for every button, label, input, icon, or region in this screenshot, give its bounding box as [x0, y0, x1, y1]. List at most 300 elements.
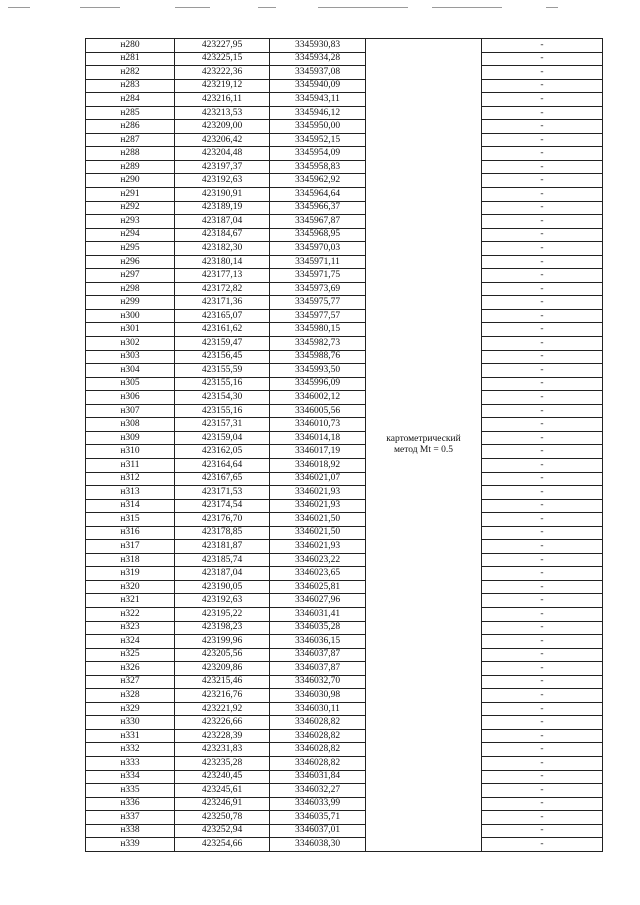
- header-mark: [432, 7, 502, 8]
- point-id-cell: н287: [86, 133, 175, 147]
- dash-placeholder: -: [540, 229, 544, 240]
- dash-placeholder: -: [540, 432, 544, 443]
- y-coordinate-cell: 3346028,82: [270, 716, 366, 730]
- accuracy-placeholder-cell: [482, 756, 603, 770]
- x-coordinate-cell: 423219,12: [175, 79, 270, 93]
- dash-placeholder: -: [540, 337, 544, 348]
- point-id-cell: н334: [86, 770, 175, 784]
- point-id-cell: н337: [86, 811, 175, 825]
- table-row: [86, 702, 603, 716]
- accuracy-placeholder-cell: [482, 242, 603, 256]
- y-coordinate-cell: 3346031,41: [270, 607, 366, 621]
- y-coordinate-cell: 3346021,93: [270, 499, 366, 513]
- accuracy-placeholder-cell: [482, 594, 603, 608]
- y-coordinate-cell: 3345970,03: [270, 242, 366, 256]
- x-coordinate-cell: 423174,54: [175, 499, 270, 513]
- dash-placeholder: -: [540, 473, 544, 484]
- dash-placeholder: -: [540, 121, 544, 132]
- y-coordinate-cell: 3345964,64: [270, 188, 366, 202]
- x-coordinate-cell: 423187,04: [175, 215, 270, 229]
- dash-placeholder: -: [540, 161, 544, 172]
- y-coordinate-cell: 3346032,27: [270, 784, 366, 798]
- x-coordinate-cell: 423195,22: [175, 607, 270, 621]
- table-row: [86, 621, 603, 635]
- dash-placeholder: -: [540, 662, 544, 673]
- accuracy-placeholder-cell: [482, 391, 603, 405]
- table-row: [86, 282, 603, 296]
- point-id-cell: н291: [86, 188, 175, 202]
- y-coordinate-cell: 3346035,28: [270, 621, 366, 635]
- accuracy-placeholder-cell: [482, 567, 603, 581]
- y-coordinate-cell: 3345988,76: [270, 350, 366, 364]
- x-coordinate-cell: 423250,78: [175, 811, 270, 825]
- table-row: [86, 486, 603, 500]
- dash-placeholder: -: [540, 784, 544, 795]
- accuracy-placeholder-cell: [482, 174, 603, 188]
- dash-placeholder: -: [540, 351, 544, 362]
- x-coordinate-cell: 423159,47: [175, 337, 270, 351]
- y-coordinate-cell: 3345980,15: [270, 323, 366, 337]
- y-coordinate-cell: 3346032,70: [270, 675, 366, 689]
- x-coordinate-cell: 423213,53: [175, 106, 270, 120]
- y-coordinate-cell: 3346033,99: [270, 797, 366, 811]
- point-id-cell: н304: [86, 364, 175, 378]
- y-coordinate-cell: 3346018,92: [270, 458, 366, 472]
- point-id-cell: н310: [86, 445, 175, 459]
- y-coordinate-cell: 3345975,77: [270, 296, 366, 310]
- point-id-cell: н328: [86, 689, 175, 703]
- accuracy-placeholder-cell: [482, 784, 603, 798]
- dash-placeholder: -: [540, 446, 544, 457]
- header-mark: [8, 7, 30, 8]
- y-coordinate-cell: 3346038,30: [270, 838, 366, 852]
- table-row: [86, 323, 603, 337]
- table-row: [86, 404, 603, 418]
- point-id-cell: н294: [86, 228, 175, 242]
- dash-placeholder: -: [540, 568, 544, 579]
- point-id-cell: н316: [86, 526, 175, 540]
- table-row: [86, 458, 603, 472]
- y-coordinate-cell: 3346023,22: [270, 553, 366, 567]
- table-row: [86, 120, 603, 134]
- table-row: [86, 689, 603, 703]
- dash-placeholder: -: [540, 419, 544, 430]
- table-row: [86, 147, 603, 161]
- accuracy-placeholder-cell: [482, 52, 603, 66]
- dash-placeholder: -: [540, 744, 544, 755]
- y-coordinate-cell: 3345996,09: [270, 377, 366, 391]
- point-id-cell: н293: [86, 215, 175, 229]
- accuracy-placeholder-cell: [482, 350, 603, 364]
- accuracy-placeholder-cell: [482, 377, 603, 391]
- point-id-cell: н308: [86, 418, 175, 432]
- dash-placeholder: -: [540, 798, 544, 809]
- accuracy-placeholder-cell: [482, 540, 603, 554]
- x-coordinate-cell: 423204,48: [175, 147, 270, 161]
- x-coordinate-cell: 423177,13: [175, 269, 270, 283]
- accuracy-placeholder-cell: [482, 296, 603, 310]
- y-coordinate-cell: 3346021,50: [270, 526, 366, 540]
- y-coordinate-cell: 3345946,12: [270, 106, 366, 120]
- dash-placeholder: -: [540, 188, 544, 199]
- dash-placeholder: -: [540, 242, 544, 253]
- dash-placeholder: -: [540, 297, 544, 308]
- y-coordinate-cell: 3345958,83: [270, 160, 366, 174]
- x-coordinate-cell: 423178,85: [175, 526, 270, 540]
- point-id-cell: н336: [86, 797, 175, 811]
- y-coordinate-cell: 3346021,07: [270, 472, 366, 486]
- y-coordinate-cell: 3345971,75: [270, 269, 366, 283]
- y-coordinate-cell: 3346005,56: [270, 404, 366, 418]
- x-coordinate-cell: 423167,65: [175, 472, 270, 486]
- accuracy-placeholder-cell: [482, 513, 603, 527]
- dash-placeholder: -: [540, 134, 544, 145]
- header-mark: [175, 7, 210, 8]
- point-id-cell: н321: [86, 594, 175, 608]
- dash-placeholder: -: [540, 270, 544, 281]
- accuracy-placeholder-cell: [482, 309, 603, 323]
- x-coordinate-cell: 423180,14: [175, 255, 270, 269]
- accuracy-placeholder-cell: [482, 93, 603, 107]
- x-coordinate-cell: 423165,07: [175, 309, 270, 323]
- x-coordinate-cell: 423198,23: [175, 621, 270, 635]
- point-id-cell: н326: [86, 662, 175, 676]
- table-row: [86, 79, 603, 93]
- point-id-cell: н339: [86, 838, 175, 852]
- table-row: [86, 824, 603, 838]
- header-mark: [80, 7, 120, 8]
- point-id-cell: н307: [86, 404, 175, 418]
- dash-placeholder: -: [540, 649, 544, 660]
- dash-placeholder: -: [540, 66, 544, 77]
- table-row: [86, 743, 603, 757]
- x-coordinate-cell: 423245,61: [175, 784, 270, 798]
- coordinates-table-body: [86, 39, 603, 852]
- point-id-cell: н323: [86, 621, 175, 635]
- x-coordinate-cell: 423190,05: [175, 580, 270, 594]
- y-coordinate-cell: 3346023,65: [270, 567, 366, 581]
- point-id-cell: н330: [86, 716, 175, 730]
- table-row: [86, 93, 603, 107]
- point-id-cell: н319: [86, 567, 175, 581]
- dash-placeholder: -: [540, 93, 544, 104]
- accuracy-placeholder-cell: [482, 215, 603, 229]
- point-id-cell: н317: [86, 540, 175, 554]
- y-coordinate-cell: 3346037,87: [270, 662, 366, 676]
- accuracy-placeholder-cell: [482, 729, 603, 743]
- coordinates-table: [85, 38, 603, 852]
- x-coordinate-cell: 423154,30: [175, 391, 270, 405]
- accuracy-placeholder-cell: [482, 66, 603, 80]
- point-id-cell: н313: [86, 486, 175, 500]
- table-row: [86, 296, 603, 310]
- x-coordinate-cell: 423216,11: [175, 93, 270, 107]
- x-coordinate-cell: 423172,82: [175, 282, 270, 296]
- dash-placeholder: -: [540, 202, 544, 213]
- y-coordinate-cell: 3345962,92: [270, 174, 366, 188]
- point-id-cell: н289: [86, 160, 175, 174]
- table-row: [86, 648, 603, 662]
- dash-placeholder: -: [540, 771, 544, 782]
- accuracy-placeholder-cell: [482, 458, 603, 472]
- accuracy-placeholder-cell: [482, 648, 603, 662]
- table-row: [86, 337, 603, 351]
- table-row: [86, 635, 603, 649]
- table-row: [86, 594, 603, 608]
- table-row: [86, 770, 603, 784]
- dash-placeholder: -: [540, 107, 544, 118]
- table-row: [86, 52, 603, 66]
- point-id-cell: н290: [86, 174, 175, 188]
- table-row: [86, 756, 603, 770]
- table-row: [86, 242, 603, 256]
- dash-placeholder: -: [540, 690, 544, 701]
- accuracy-placeholder-cell: [482, 743, 603, 757]
- y-coordinate-cell: 3345940,09: [270, 79, 366, 93]
- accuracy-placeholder-cell: [482, 39, 603, 53]
- point-id-cell: н280: [86, 39, 175, 53]
- point-id-cell: н322: [86, 607, 175, 621]
- accuracy-placeholder-cell: [482, 120, 603, 134]
- dash-placeholder: -: [540, 310, 544, 321]
- dash-placeholder: -: [540, 53, 544, 64]
- point-id-cell: н295: [86, 242, 175, 256]
- x-coordinate-cell: 423240,45: [175, 770, 270, 784]
- dash-placeholder: -: [540, 39, 544, 50]
- point-id-cell: н325: [86, 648, 175, 662]
- x-coordinate-cell: 423192,63: [175, 174, 270, 188]
- x-coordinate-cell: 423205,56: [175, 648, 270, 662]
- table-row: [86, 309, 603, 323]
- point-id-cell: н301: [86, 323, 175, 337]
- table-row: [86, 811, 603, 825]
- point-id-cell: н285: [86, 106, 175, 120]
- accuracy-placeholder-cell: [482, 445, 603, 459]
- dash-placeholder: -: [540, 486, 544, 497]
- dash-placeholder: -: [540, 364, 544, 375]
- dash-placeholder: -: [540, 391, 544, 402]
- point-id-cell: н312: [86, 472, 175, 486]
- accuracy-placeholder-cell: [482, 553, 603, 567]
- accuracy-placeholder-cell: [482, 635, 603, 649]
- table-row: [86, 269, 603, 283]
- y-coordinate-cell: 3345966,37: [270, 201, 366, 215]
- y-coordinate-cell: 3345968,95: [270, 228, 366, 242]
- x-coordinate-cell: 423162,05: [175, 445, 270, 459]
- y-coordinate-cell: 3346021,93: [270, 486, 366, 500]
- accuracy-placeholder-cell: [482, 838, 603, 852]
- dash-placeholder: -: [540, 148, 544, 159]
- dash-placeholder: -: [540, 554, 544, 565]
- table-row: [86, 39, 603, 53]
- point-id-cell: н327: [86, 675, 175, 689]
- y-coordinate-cell: 3346037,01: [270, 824, 366, 838]
- point-id-cell: н306: [86, 391, 175, 405]
- x-coordinate-cell: 423171,53: [175, 486, 270, 500]
- accuracy-placeholder-cell: [482, 675, 603, 689]
- dash-placeholder: -: [540, 811, 544, 822]
- x-coordinate-cell: 423155,59: [175, 364, 270, 378]
- y-coordinate-cell: 3346025,81: [270, 580, 366, 594]
- table-row: [86, 364, 603, 378]
- accuracy-placeholder-cell: [482, 702, 603, 716]
- table-row: [86, 66, 603, 80]
- point-id-cell: н305: [86, 377, 175, 391]
- point-id-cell: н320: [86, 580, 175, 594]
- accuracy-placeholder-cell: [482, 133, 603, 147]
- point-id-cell: н303: [86, 350, 175, 364]
- x-coordinate-cell: 423209,00: [175, 120, 270, 134]
- y-coordinate-cell: 3345993,50: [270, 364, 366, 378]
- accuracy-placeholder-cell: [482, 79, 603, 93]
- y-coordinate-cell: 3345967,87: [270, 215, 366, 229]
- dash-placeholder: -: [540, 825, 544, 836]
- x-coordinate-cell: 423226,66: [175, 716, 270, 730]
- dash-placeholder: -: [540, 500, 544, 511]
- accuracy-placeholder-cell: [482, 472, 603, 486]
- point-id-cell: н283: [86, 79, 175, 93]
- table-row: [86, 567, 603, 581]
- point-id-cell: н299: [86, 296, 175, 310]
- x-coordinate-cell: 423216,76: [175, 689, 270, 703]
- x-coordinate-cell: 423252,94: [175, 824, 270, 838]
- y-coordinate-cell: 3345937,08: [270, 66, 366, 80]
- point-id-cell: н296: [86, 255, 175, 269]
- dash-placeholder: -: [540, 595, 544, 606]
- accuracy-placeholder-cell: [482, 269, 603, 283]
- accuracy-placeholder-cell: [482, 282, 603, 296]
- point-id-cell: н324: [86, 635, 175, 649]
- dash-placeholder: -: [540, 608, 544, 619]
- x-coordinate-cell: 423156,45: [175, 350, 270, 364]
- dash-placeholder: -: [540, 635, 544, 646]
- x-coordinate-cell: 423182,30: [175, 242, 270, 256]
- accuracy-placeholder-cell: [482, 621, 603, 635]
- accuracy-placeholder-cell: [482, 607, 603, 621]
- x-coordinate-cell: 423164,64: [175, 458, 270, 472]
- y-coordinate-cell: 3345977,57: [270, 309, 366, 323]
- accuracy-placeholder-cell: [482, 228, 603, 242]
- dash-placeholder: -: [540, 703, 544, 714]
- table-row: [86, 215, 603, 229]
- method-note-cell: [366, 39, 482, 852]
- header-mark: [318, 7, 408, 8]
- table-row: [86, 431, 603, 445]
- table-row: [86, 160, 603, 174]
- dash-placeholder: -: [540, 215, 544, 226]
- point-id-cell: н332: [86, 743, 175, 757]
- x-coordinate-cell: 423192,63: [175, 594, 270, 608]
- x-coordinate-cell: 423184,67: [175, 228, 270, 242]
- dash-placeholder: -: [540, 676, 544, 687]
- point-id-cell: н281: [86, 52, 175, 66]
- x-coordinate-cell: 423227,95: [175, 39, 270, 53]
- table-row: [86, 445, 603, 459]
- accuracy-placeholder-cell: [482, 770, 603, 784]
- y-coordinate-cell: 3346036,15: [270, 635, 366, 649]
- y-coordinate-cell: 3346027,96: [270, 594, 366, 608]
- y-coordinate-cell: 3345982,73: [270, 337, 366, 351]
- dash-placeholder: -: [540, 405, 544, 416]
- y-coordinate-cell: 3346028,82: [270, 729, 366, 743]
- point-id-cell: н329: [86, 702, 175, 716]
- y-coordinate-cell: 3345952,15: [270, 133, 366, 147]
- x-coordinate-cell: 423187,04: [175, 567, 270, 581]
- accuracy-placeholder-cell: [482, 662, 603, 676]
- dash-placeholder: -: [540, 581, 544, 592]
- point-id-cell: н331: [86, 729, 175, 743]
- point-id-cell: н335: [86, 784, 175, 798]
- dash-placeholder: -: [540, 378, 544, 389]
- accuracy-placeholder-cell: [482, 580, 603, 594]
- y-coordinate-cell: 3345934,28: [270, 52, 366, 66]
- dash-placeholder: -: [540, 757, 544, 768]
- x-coordinate-cell: 423209,86: [175, 662, 270, 676]
- dash-placeholder: -: [540, 283, 544, 294]
- table-row: [86, 133, 603, 147]
- x-coordinate-cell: 423171,36: [175, 296, 270, 310]
- x-coordinate-cell: 423190,91: [175, 188, 270, 202]
- point-id-cell: н298: [86, 282, 175, 296]
- table-row: [86, 716, 603, 730]
- table-row: [86, 729, 603, 743]
- y-coordinate-cell: 3346031,84: [270, 770, 366, 784]
- y-coordinate-cell: 3345954,09: [270, 147, 366, 161]
- dash-placeholder: -: [540, 513, 544, 524]
- y-coordinate-cell: 3346030,11: [270, 702, 366, 716]
- accuracy-placeholder-cell: [482, 201, 603, 215]
- table-row: [86, 391, 603, 405]
- x-coordinate-cell: 423181,87: [175, 540, 270, 554]
- x-coordinate-cell: 423157,31: [175, 418, 270, 432]
- x-coordinate-cell: 423155,16: [175, 404, 270, 418]
- x-coordinate-cell: 423231,83: [175, 743, 270, 757]
- accuracy-placeholder-cell: [482, 486, 603, 500]
- accuracy-placeholder-cell: [482, 364, 603, 378]
- x-coordinate-cell: 423235,28: [175, 756, 270, 770]
- accuracy-placeholder-cell: [482, 824, 603, 838]
- table-row: [86, 255, 603, 269]
- x-coordinate-cell: 423155,16: [175, 377, 270, 391]
- x-coordinate-cell: 423185,74: [175, 553, 270, 567]
- accuracy-placeholder-cell: [482, 147, 603, 161]
- table-row: [86, 418, 603, 432]
- accuracy-placeholder-cell: [482, 526, 603, 540]
- x-coordinate-cell: 423176,70: [175, 513, 270, 527]
- accuracy-placeholder-cell: [482, 323, 603, 337]
- accuracy-placeholder-cell: [482, 716, 603, 730]
- y-coordinate-cell: 3345973,69: [270, 282, 366, 296]
- dash-placeholder: -: [540, 730, 544, 741]
- dash-placeholder: -: [540, 527, 544, 538]
- table-row: [86, 228, 603, 242]
- point-id-cell: н311: [86, 458, 175, 472]
- table-row: [86, 838, 603, 852]
- accuracy-placeholder-cell: [482, 160, 603, 174]
- table-row: [86, 201, 603, 215]
- accuracy-placeholder-cell: [482, 431, 603, 445]
- point-id-cell: н286: [86, 120, 175, 134]
- accuracy-placeholder-cell: [482, 337, 603, 351]
- point-id-cell: н297: [86, 269, 175, 283]
- point-id-cell: н292: [86, 201, 175, 215]
- table-row: [86, 513, 603, 527]
- table-row: [86, 188, 603, 202]
- y-coordinate-cell: 3346028,82: [270, 756, 366, 770]
- header-mark: [258, 7, 276, 8]
- y-coordinate-cell: 3345950,00: [270, 120, 366, 134]
- dash-placeholder: -: [540, 459, 544, 470]
